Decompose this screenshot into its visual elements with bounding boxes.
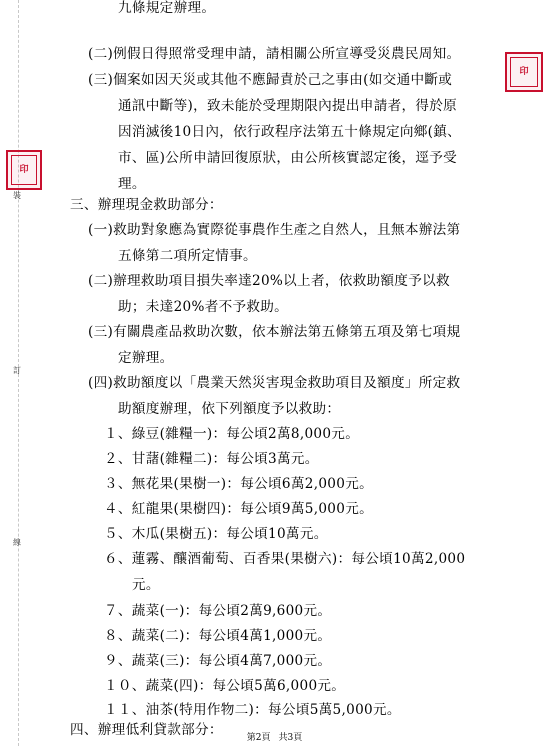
list-item: １０、蔬菜(四)：每公頃5萬6,000元。 [104, 678, 346, 694]
list-item: ９、蔬菜(三)：每公頃4萬7,000元。 [104, 653, 332, 669]
text-line: 因消滅後10日內，依行政程序法第五十條規定向鄉(鎮、 [118, 124, 462, 140]
binding-mark-bottom: 線 [13, 538, 21, 547]
text-line: (二)辦理救助項目損失率達20%以上者，依救助額度予以救 [88, 273, 450, 289]
page-total: 共3頁 [278, 733, 303, 743]
seal-stamp-left: 印 [6, 150, 42, 190]
text-line: (四)救助額度以「農業天然災害現金救助項目及額度」所定救 [88, 375, 461, 391]
text-line: (二)例假日得照常受理申請，請相關公所宣導受災農民周知。 [88, 46, 461, 62]
list-item: １、綠豆(雜糧一)：每公頃2萬8,000元。 [104, 426, 360, 442]
text-line: 通訊中斷等)，致未能於受理期限內提出申請者，得於原 [118, 98, 458, 114]
binding-mark-mid: 訂 [13, 366, 21, 375]
text-line: 九條規定辦理。 [118, 0, 216, 16]
list-item: ８、蔬菜(二)：每公頃4萬1,000元。 [104, 628, 332, 644]
text-line: (三)有關農產品救助次數，依本辦法第五條第五項及第七項規 [88, 324, 461, 340]
text-line: 五條第二項所定情事。 [118, 248, 257, 264]
list-item: ２、甘藷(雜糧二)：每公頃3萬元。 [104, 451, 319, 467]
text-line: 助額度辦理，依下列額度予以救助： [118, 401, 341, 417]
page-footer [0, 730, 549, 743]
text-line: 市、區)公所申請回復原狀，由公所核實認定後，逕予受 [118, 150, 458, 166]
section-heading: 三、辦理現金救助部分： [70, 197, 223, 213]
list-item: １１、油茶(特用作物二)：每公頃5萬5,000元。 [104, 702, 401, 718]
list-item: ７、蔬菜(一)：每公頃2萬9,600元。 [104, 603, 332, 619]
binding-mark-top: 裝 [13, 191, 21, 200]
list-item-continued: 元。 [132, 577, 160, 593]
text-line: 理。 [118, 176, 146, 192]
list-item: ３、無花果(果樹一)：每公頃6萬2,000元。 [104, 476, 373, 492]
page-number: 第2頁 [246, 733, 271, 743]
list-item: ６、蓮霧、釀酒葡萄、百香果(果樹六)：每公頃10萬2,000 [104, 551, 466, 567]
list-item: ４、紅龍果(果樹四)：每公頃9萬5,000元。 [104, 501, 373, 517]
section-heading: 四、辦理低利貸款部分： [70, 722, 223, 738]
text-line: (一)救助對象應為實際從事農作生產之自然人，且無本辦法第 [88, 222, 461, 238]
list-item: ５、木瓜(果樹五)：每公頃10萬元。 [104, 526, 328, 542]
text-line: 助；未達20%者不予救助。 [118, 299, 289, 315]
text-line: (三)個案如因天災或其他不應歸責於己之事由(如交通中斷或 [88, 72, 453, 88]
seal-stamp-right: 印 [505, 52, 543, 92]
text-line: 定辦理。 [118, 350, 174, 366]
